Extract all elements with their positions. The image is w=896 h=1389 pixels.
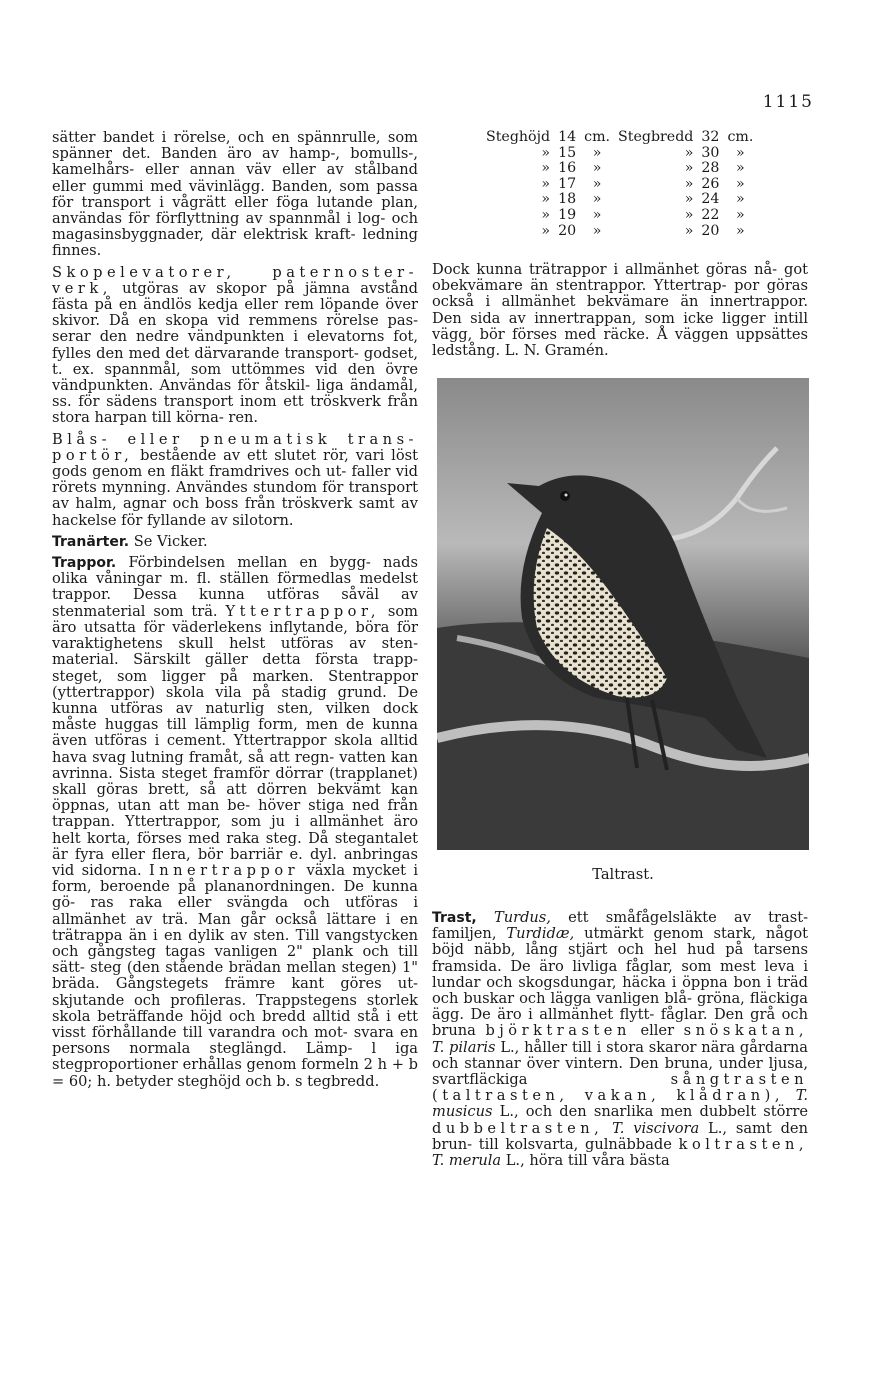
table-cell: » (592, 160, 602, 177)
latin-name: T. musicus (432, 1087, 809, 1121)
paragraph-conveyor-belts: sätter bandet i rörelse, och en spännrulle, som spänner det. Banden äro av hamp-, bomulls-, kamelhårs- eller annan väv eller av stålband eller gummi med vävinlägg. Banden, som passa för transport i vågrätt eller föga lutande plan, användas för förflyttning av spannmål i log- och magasinsbyggnader, där elektrisk kraft- ledning finnes. (52, 129, 418, 260)
table-cell: » (592, 175, 602, 192)
table-row (482, 208, 757, 224)
table-cell: » (592, 191, 602, 208)
table-cell: 28 (701, 160, 720, 177)
table-cell: 18 (558, 191, 577, 208)
table-cell: » (684, 160, 694, 177)
term-sangtrasten: sångtrasten (taltrasten, vakan, klådran), (432, 1071, 808, 1105)
table-row (482, 224, 757, 240)
latin-name: T. viscivora (603, 1119, 700, 1137)
term-innertrappor: Innertrappor (148, 861, 300, 879)
paragraph-pneumatic (52, 432, 418, 529)
table-cell: » (684, 175, 694, 192)
page-number: 1115 (762, 92, 814, 112)
table-row (482, 177, 757, 193)
table-cell: » (684, 222, 694, 239)
latin-name: Turdus, (476, 909, 551, 926)
left-column (52, 130, 418, 1095)
latin-name: T. merula (432, 1152, 502, 1170)
paragraph-text: bestående av ett slutet rör, vari löst gods genom en fläkt framdrives och ut- faller vid rörets mynning. Användes stundom för transport av halm, agnar och boss från tröskverk samt av hackelse för fyllande av silotorn. (52, 446, 418, 529)
table-cell: Stegbredd (618, 129, 694, 145)
table-cell: » (541, 175, 551, 192)
table-cell: » (541, 222, 551, 239)
latin-name: T. pilaris (432, 1038, 496, 1056)
table-cell: » (736, 222, 745, 239)
term-yttertrappor: Yttertrappor, (225, 602, 380, 620)
table-cell: Steghöjd (486, 129, 551, 145)
table-cell: » (736, 175, 745, 192)
paragraph-bucket-elevators (52, 265, 418, 427)
table-cell: 19 (558, 206, 577, 223)
table-cell: 16 (558, 160, 577, 177)
table-cell: » (541, 206, 551, 223)
entry-text: ett småfågelsläkte av trast- familjen, (432, 909, 808, 943)
table-cell: 22 (701, 206, 720, 223)
table-cell: 32 (701, 129, 720, 145)
table-cell: 30 (701, 144, 720, 161)
figure-caption: Taltrast. (592, 866, 654, 883)
table-cell: » (736, 206, 745, 223)
table-cell: 14 (558, 129, 577, 145)
entry-text: Förbindelsen mellan en bygg- nads olika våningar m. fl. ställen förmedlas medelst trappor. Dessa kunna utföras såväl av stenmaterial som trä. (52, 554, 418, 620)
table-row (482, 192, 757, 208)
table-row (482, 161, 757, 177)
table-cell: 17 (558, 175, 577, 192)
headword-tranarter: Tranärter. (52, 533, 130, 550)
latin-name: Turdidæ, (506, 925, 575, 943)
entry-text: L., och den snarlika men dubbelt större (492, 1103, 808, 1121)
table-cell: » (736, 160, 745, 177)
table-cell: » (684, 191, 694, 208)
headword-trappor: Trappor. (52, 555, 117, 572)
entry-trast (432, 910, 808, 1174)
term-dubbeltrasten: dubbeltrasten, (432, 1119, 604, 1137)
table-cell: » (541, 160, 551, 177)
table-cell: » (592, 144, 602, 161)
thrush-illustration (437, 378, 809, 850)
term-snoskatan: snöskatan, (683, 1022, 808, 1040)
step-proportions-table (482, 130, 757, 239)
table-cell: » (541, 191, 551, 208)
table-cell: » (684, 206, 694, 223)
paragraph-text: utgöras av skopor på jämna avstånd fästa på en ändlös kedja eller rem löpande över skivor. Då en skopa vid remmens rörelse pas- serar den nedre vändpunkten i elevatorns fot, fylles den med det därvarande transport- godset, t. ex. spannmål, som uttömmes vid den övre vändpunkten. Användas för åtskil- liga ändamål, ss. för sädens transport inom ett tröskverk från stora harpan till körna- ren. (52, 279, 418, 427)
table-row (482, 130, 757, 146)
table-cell: » (592, 206, 602, 223)
entry-text: som äro utsatta för väderlekens inflytande, böra för varaktighetens skull helst utföras av sten- material. Särskilt gäller detta första trapp- steget, som ligger på marken. Stentrappor (yttertrappor) skola vila på stadig grund. De kunna utföras av naturlig sten, vilken dock måste huggas till lämplig form, men de kunna även utföras i cement. Yttertrappor skola alltid hava svag lutning framåt, så att regn- vatten kan avrinna. Sista steget framför dörrar (trapplanet) skall göras brett, så att dörren bekvämt kan öppnas, utan att man be- höver stiga ned från trappan. Yttertrappor, som ju i allmänhet äro helt korta, förses med raka steg. Då stegantalet är fyra eller flera, bör barriär e. dyl. anbringas vid sidorna. (52, 602, 418, 879)
table-cell: » (684, 144, 694, 161)
table-cell: » (541, 144, 551, 161)
table-cell: 26 (701, 175, 720, 192)
table-cell: cm. (584, 129, 611, 145)
term-koltrasten: koltrasten, (678, 1135, 808, 1153)
entry-tranarter (52, 534, 418, 550)
entry-trast-text (432, 910, 808, 1169)
table-cell: » (736, 191, 745, 208)
entry-trappor (52, 555, 418, 1090)
term-bucket-elevators: Skopelevatorer, paternoster- verk, (52, 263, 418, 297)
entry-text: växla mycket i form, beroende på plananordningen. De kunna gö- ras raka eller svängda och utföras i allmänhet av trä. Man går också lättare i en trätrappa än i en dylik av sten. Till vangstycken och gångsteg tagas vanligen 2" plank och till sätt- steg (den stående brädan mellan stegen) 1" bräda. Gångstegets främre kant göres ut- skjutande och profileras. Trappstegens storlek skola beträffande höjd och bredd alltid stå i ett visst förhållande till varandra och mot- svara en persons normala steglängd. Lämp- l iga stegproportioner erhållas genom formeln 2 h + b = 60; h. betyder steghöjd och b. s tegbredd. (52, 861, 418, 1090)
table-cell: 24 (701, 191, 720, 208)
entry-text: L., samt den brun- till kolsvarta, gulnäbbade (432, 1119, 808, 1153)
table-cell: 15 (558, 144, 577, 161)
table-cell: » (736, 144, 745, 161)
entry-text: eller (630, 1022, 684, 1040)
table-row (482, 146, 757, 162)
entry-text: utmärkt genom stark, något böjd näbb, lång stjärt och hel hud på tarsens framsida. De äro livliga fåglar, som mest leva i lundar och skogsdungar, häcka i öppna bon i träd och buskar och lägga vanligen blå- gröna, fläckiga ägg. De äro i allmänhet flytt- fåglar. Den grå och bruna (432, 925, 808, 1040)
term-bjorktrasten: björktrasten (485, 1022, 631, 1040)
table-cell: cm. (727, 129, 754, 145)
table-cell: 20 (558, 222, 577, 239)
table-cell: » (592, 222, 602, 239)
table-cell: 20 (701, 222, 720, 239)
headword-trast: Trast, (432, 910, 477, 926)
entry-text: L., höra till våra bästa (501, 1152, 670, 1170)
entry-text: Se Vicker. (129, 532, 208, 550)
term-pneumatic: Blås- eller pneumatisk trans- portör, (52, 430, 418, 464)
entry-text: L., håller till i stora skaror nära gårdarna och stannar över vintern. Den bruna, under ljusa, svartfläckiga (432, 1038, 808, 1089)
paragraph-stairs-conclusion: Dock kunna trätrappor i allmänhet göras nå- got obekvämare än stentrappor. Yttertrap- por göras också i allmänhet bekvämare än innertrappor. Den sida av innertrappan, som icke ligger intill vägg, bör förses med räcke. Å väggen uppsättes ledstång. L. N. Gramén. (432, 261, 808, 360)
